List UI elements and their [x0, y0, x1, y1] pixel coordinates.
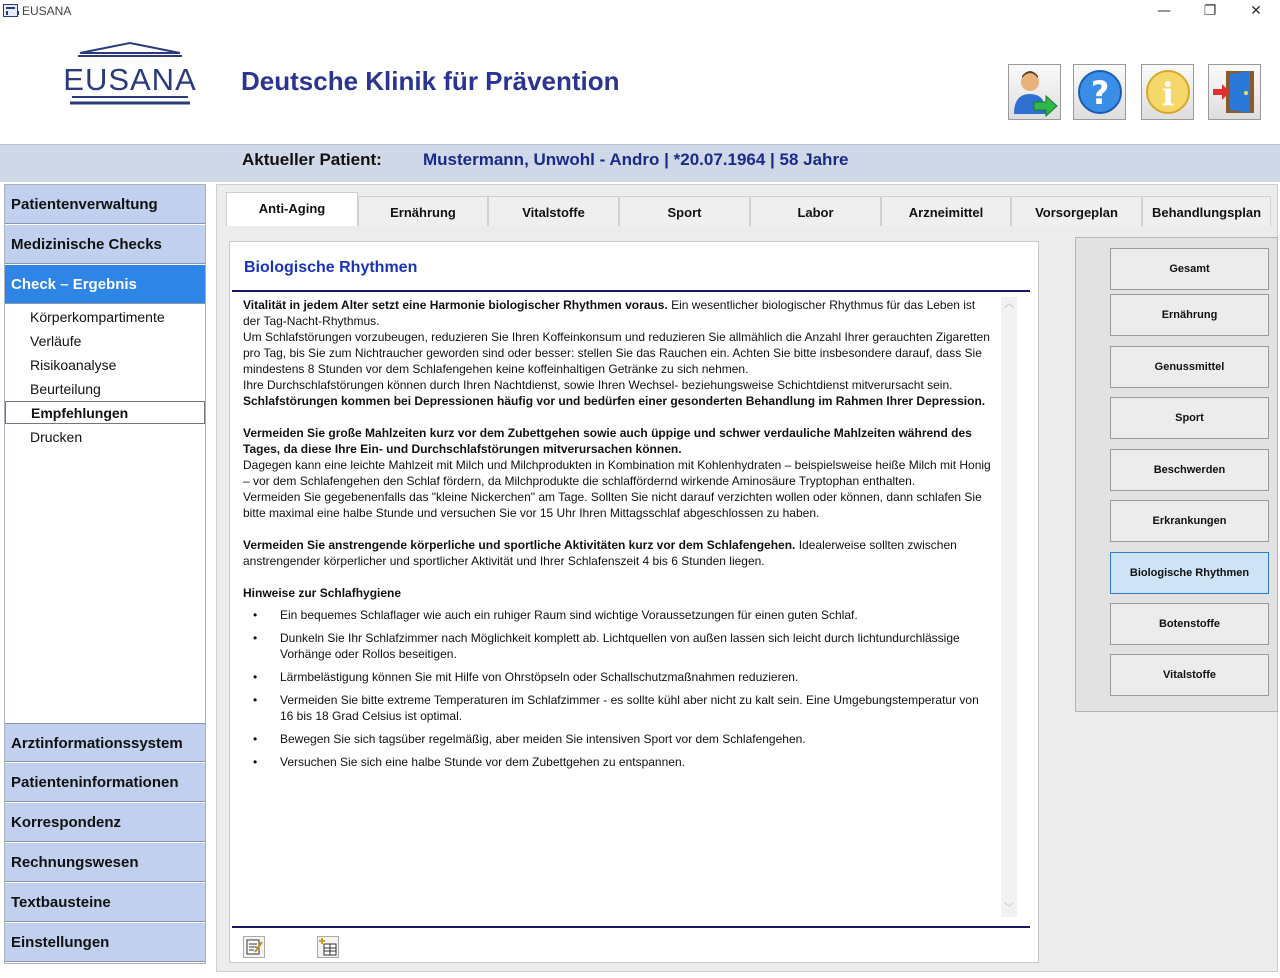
- minimize-button[interactable]: —: [1157, 3, 1171, 19]
- paragraph-text: Ein wesentlicher biologischer Rhythmus für das Leben ist der Tag-Nacht-Rhythmus.: [243, 298, 976, 328]
- nav-textbausteine[interactable]: Textbausteine: [5, 883, 205, 922]
- list-item: • Bewegen Sie sich tagsüber regelmäßig, aber meiden Sie intensiven Sport vor dem Schlafengehen.: [243, 731, 993, 747]
- paragraph: [243, 297, 993, 329]
- nav-item-risikoanalyse[interactable]: Risikoanalyse: [30, 357, 117, 373]
- scroll-down-icon[interactable]: ﹀: [1004, 903, 1014, 914]
- spacer: [243, 521, 993, 537]
- paragraph-text: Idealerweise sollten zwischen anstrengender körperlicher und sportlicher Aktivität und Ihrer Schlafenszeit 4 bis 6 Stunden liegen.: [243, 538, 957, 568]
- nav-patientenverwaltung[interactable]: Patientenverwaltung: [5, 185, 205, 224]
- help-button[interactable]: [1073, 64, 1126, 120]
- list-item: • Lärmbelästigung können Sie mit Hilfe von Ohrstöpseln oder Schallschutzmaßnahmen reduzieren.: [243, 669, 993, 685]
- side-button-gesamt[interactable]: Gesamt: [1110, 248, 1269, 290]
- spacer: [243, 569, 993, 585]
- close-button[interactable]: ✕: [1250, 3, 1262, 19]
- nav-item-verlaeufe[interactable]: Verläufe: [30, 333, 82, 349]
- nav-item-drucken[interactable]: Drucken: [30, 429, 83, 445]
- tab-behandlungsplan[interactable]: Behandlungsplan: [1142, 196, 1271, 226]
- list-item: • Dunkeln Sie Ihr Schlafzimmer nach Möglichkeit komplett ab. Lichtquellen von außen lassen sich leicht durch lichtundurchlässige Vorhänge oder Rollos beseitigen.: [243, 630, 993, 662]
- left-navigation: [4, 184, 206, 964]
- window-title: EUSANA: [22, 4, 72, 18]
- paragraph-bold: Vermeiden Sie anstrengende körperliche und sportliche Aktivitäten kurz vor dem Schlafengehen.: [243, 538, 796, 552]
- paragraph-bold: [243, 425, 993, 457]
- user-export-button[interactable]: [1008, 64, 1061, 120]
- scroll-up-icon[interactable]: ︿: [1004, 299, 1014, 310]
- title-divider: [232, 290, 1030, 292]
- list-item: • Ein bequemes Schlaflager wie auch ein ruhiger Raum sind wichtige Voraussetzungen für einen guten Schlaf.: [243, 607, 993, 623]
- tab-vorsorgeplan[interactable]: Vorsorgeplan: [1011, 196, 1142, 226]
- info-icon: [1145, 68, 1191, 116]
- patient-value: Mustermann, Unwohl - Andro | *20.07.1964 | 58 Jahre: [423, 150, 849, 169]
- nav-check-ergebnis[interactable]: Check – Ergebnis: [5, 265, 205, 304]
- paragraph: Dagegen kann eine leichte Mahlzeit mit Milch und Milchprodukten in Kombination mit Kohlenhydraten – beispielsweise heiße Milch mit Honig – vor dem Schlafengehen den Schlaf fördern, da Milchprodukte die schlaffördernd wirkende Aminosäure Tryptophan enthalten.: [243, 458, 991, 488]
- paragraph-bold-text: Schlafstörungen kommen bei Depressionen häufig vor und bedürfen einer gesonderten Behandlung im Rahmen Ihrer Depression.: [243, 394, 986, 408]
- info-button[interactable]: [1141, 64, 1194, 120]
- paragraph: [243, 537, 993, 569]
- category-panel: [1075, 237, 1278, 712]
- hygiene-heading-text: Hinweise zur Schlafhygiene: [243, 586, 402, 600]
- paragraph: Vermeiden Sie gegebenenfalls das "kleine Nickerchen" am Tage. Sollten Sie nicht darauf verzichten wollen oder können, dann schlafen Sie bitte maximal eine halbe Stunde und versuchen Sie vor 15 Uhr Ihren Mittagsschlaf abgeschlossen zu haben.: [243, 490, 982, 520]
- tab-sport[interactable]: Sport: [619, 196, 750, 226]
- hygiene-list: [243, 607, 993, 770]
- main-area: [216, 184, 1278, 972]
- nav-korrespondenz[interactable]: Korrespondenz: [5, 803, 205, 842]
- help-icon: [1077, 68, 1123, 116]
- nav-rechnungswesen[interactable]: Rechnungswesen: [5, 843, 205, 882]
- tab-vitalstoffe[interactable]: Vitalstoffe: [488, 196, 619, 226]
- restore-button[interactable]: ❐: [1203, 3, 1217, 19]
- footer-divider: [232, 926, 1030, 928]
- side-button-beschwerden[interactable]: Beschwerden: [1110, 449, 1269, 491]
- tab-anti-aging[interactable]: Anti-Aging: [226, 192, 358, 226]
- exit-door-icon: [1212, 68, 1258, 116]
- paragraph: Um Schlafstörungen vorzubeugen, reduzieren Sie Ihren Koffeinkonsum und reduzieren Sie allmählich die Anzahl Ihrer gerauchten Zigaretten pro Tag, bis Sie zum Nichtraucher geworden sind oder besser: stellen Sie das Rauchen ein. Achten Sie bitte insbesondere darauf, dass Sie mindestens 8 Stunden vor dem Schlafengehen keine koffeinhaltigen Getränke zu sich nehmen.: [243, 330, 990, 376]
- list-item: • Versuchen Sie sich eine halbe Stunde vor dem Zubettgehen zu entspannen.: [243, 754, 993, 770]
- edit-note-button[interactable]: [243, 936, 265, 958]
- side-button-biologische-rhythmen[interactable]: Biologische Rhythmen: [1110, 552, 1269, 594]
- svg-text:i: i: [1161, 75, 1175, 113]
- hygiene-heading: [243, 585, 993, 601]
- tab-labor[interactable]: Labor: [750, 196, 881, 226]
- paragraph-bold: Vitalität in jedem Alter setzt eine Harmonie biologischer Rhythmen voraus.: [243, 298, 668, 312]
- paragraph-bold: [243, 393, 993, 409]
- nav-einstellungen[interactable]: Einstellungen: [5, 923, 205, 962]
- side-button-ernaehrung[interactable]: Ernährung: [1110, 294, 1269, 336]
- tab-ernaehrung[interactable]: Ernährung: [358, 196, 488, 226]
- app-icon: [3, 4, 18, 17]
- nav-patienteninformationen[interactable]: Patienteninformationen: [5, 763, 205, 802]
- svg-text:?: ?: [1090, 74, 1110, 112]
- paragraph-bold-text: Vermeiden Sie große Mahlzeiten kurz vor dem Zubettgehen sowie auch üppige und schwer verdauliche Mahlzeiten während des Tages, da diese Ihre Ein- und Durchschlafstörungen mitverursachen können.: [243, 426, 972, 456]
- eusana-logo: [63, 40, 197, 110]
- user-export-icon: [1012, 68, 1058, 116]
- paragraph: Ihre Durchschlafstörungen können durch Ihren Nachtdienst, sowie Ihren Wechsel- beziehungsweise Schichtdienst mitverursacht sein.: [243, 378, 953, 392]
- clinic-title: Deutsche Klinik für Prävention: [241, 66, 620, 96]
- side-button-erkrankungen[interactable]: Erkrankungen: [1110, 500, 1269, 542]
- nav-item-beurteilung[interactable]: Beurteilung: [30, 381, 101, 397]
- side-button-botenstoffe[interactable]: Botenstoffe: [1110, 603, 1269, 645]
- nav-medizinische-checks[interactable]: Medizinische Checks: [5, 225, 205, 264]
- spacer: [243, 409, 993, 425]
- add-table-icon: [318, 937, 338, 957]
- nav-item-koerperkompartimente[interactable]: Körperkompartimente: [30, 309, 165, 325]
- content-panel: [229, 241, 1039, 963]
- recommendation-text[interactable]: [243, 297, 993, 777]
- section-title: Biologische Rhythmen: [244, 259, 418, 276]
- side-button-vitalstoffe[interactable]: Vitalstoffe: [1110, 654, 1269, 696]
- edit-note-icon: [244, 937, 264, 957]
- nav-arztinformationssystem[interactable]: Arztinformationssystem: [5, 723, 205, 762]
- window-title-bar: [0, 0, 1280, 22]
- side-button-sport[interactable]: Sport: [1110, 397, 1269, 439]
- side-button-genussmittel[interactable]: Genussmittel: [1110, 346, 1269, 388]
- logo-text: EUSANA: [63, 62, 197, 97]
- vertical-scrollbar[interactable]: [1001, 297, 1017, 917]
- add-table-button[interactable]: [317, 936, 339, 958]
- nav-item-empfehlungen[interactable]: Empfehlungen: [5, 401, 205, 424]
- tab-arzneimittel[interactable]: Arzneimittel: [881, 196, 1011, 226]
- patient-label: Aktueller Patient:: [242, 150, 382, 169]
- exit-button[interactable]: [1208, 64, 1261, 120]
- list-item: • Vermeiden Sie bitte extreme Temperaturen im Schlafzimmer - es sollte kühl aber nicht zu kalt sein. Eine Umgebungstemperatur von 16 bis 18 Grad Celsius ist optimal.: [243, 692, 993, 724]
